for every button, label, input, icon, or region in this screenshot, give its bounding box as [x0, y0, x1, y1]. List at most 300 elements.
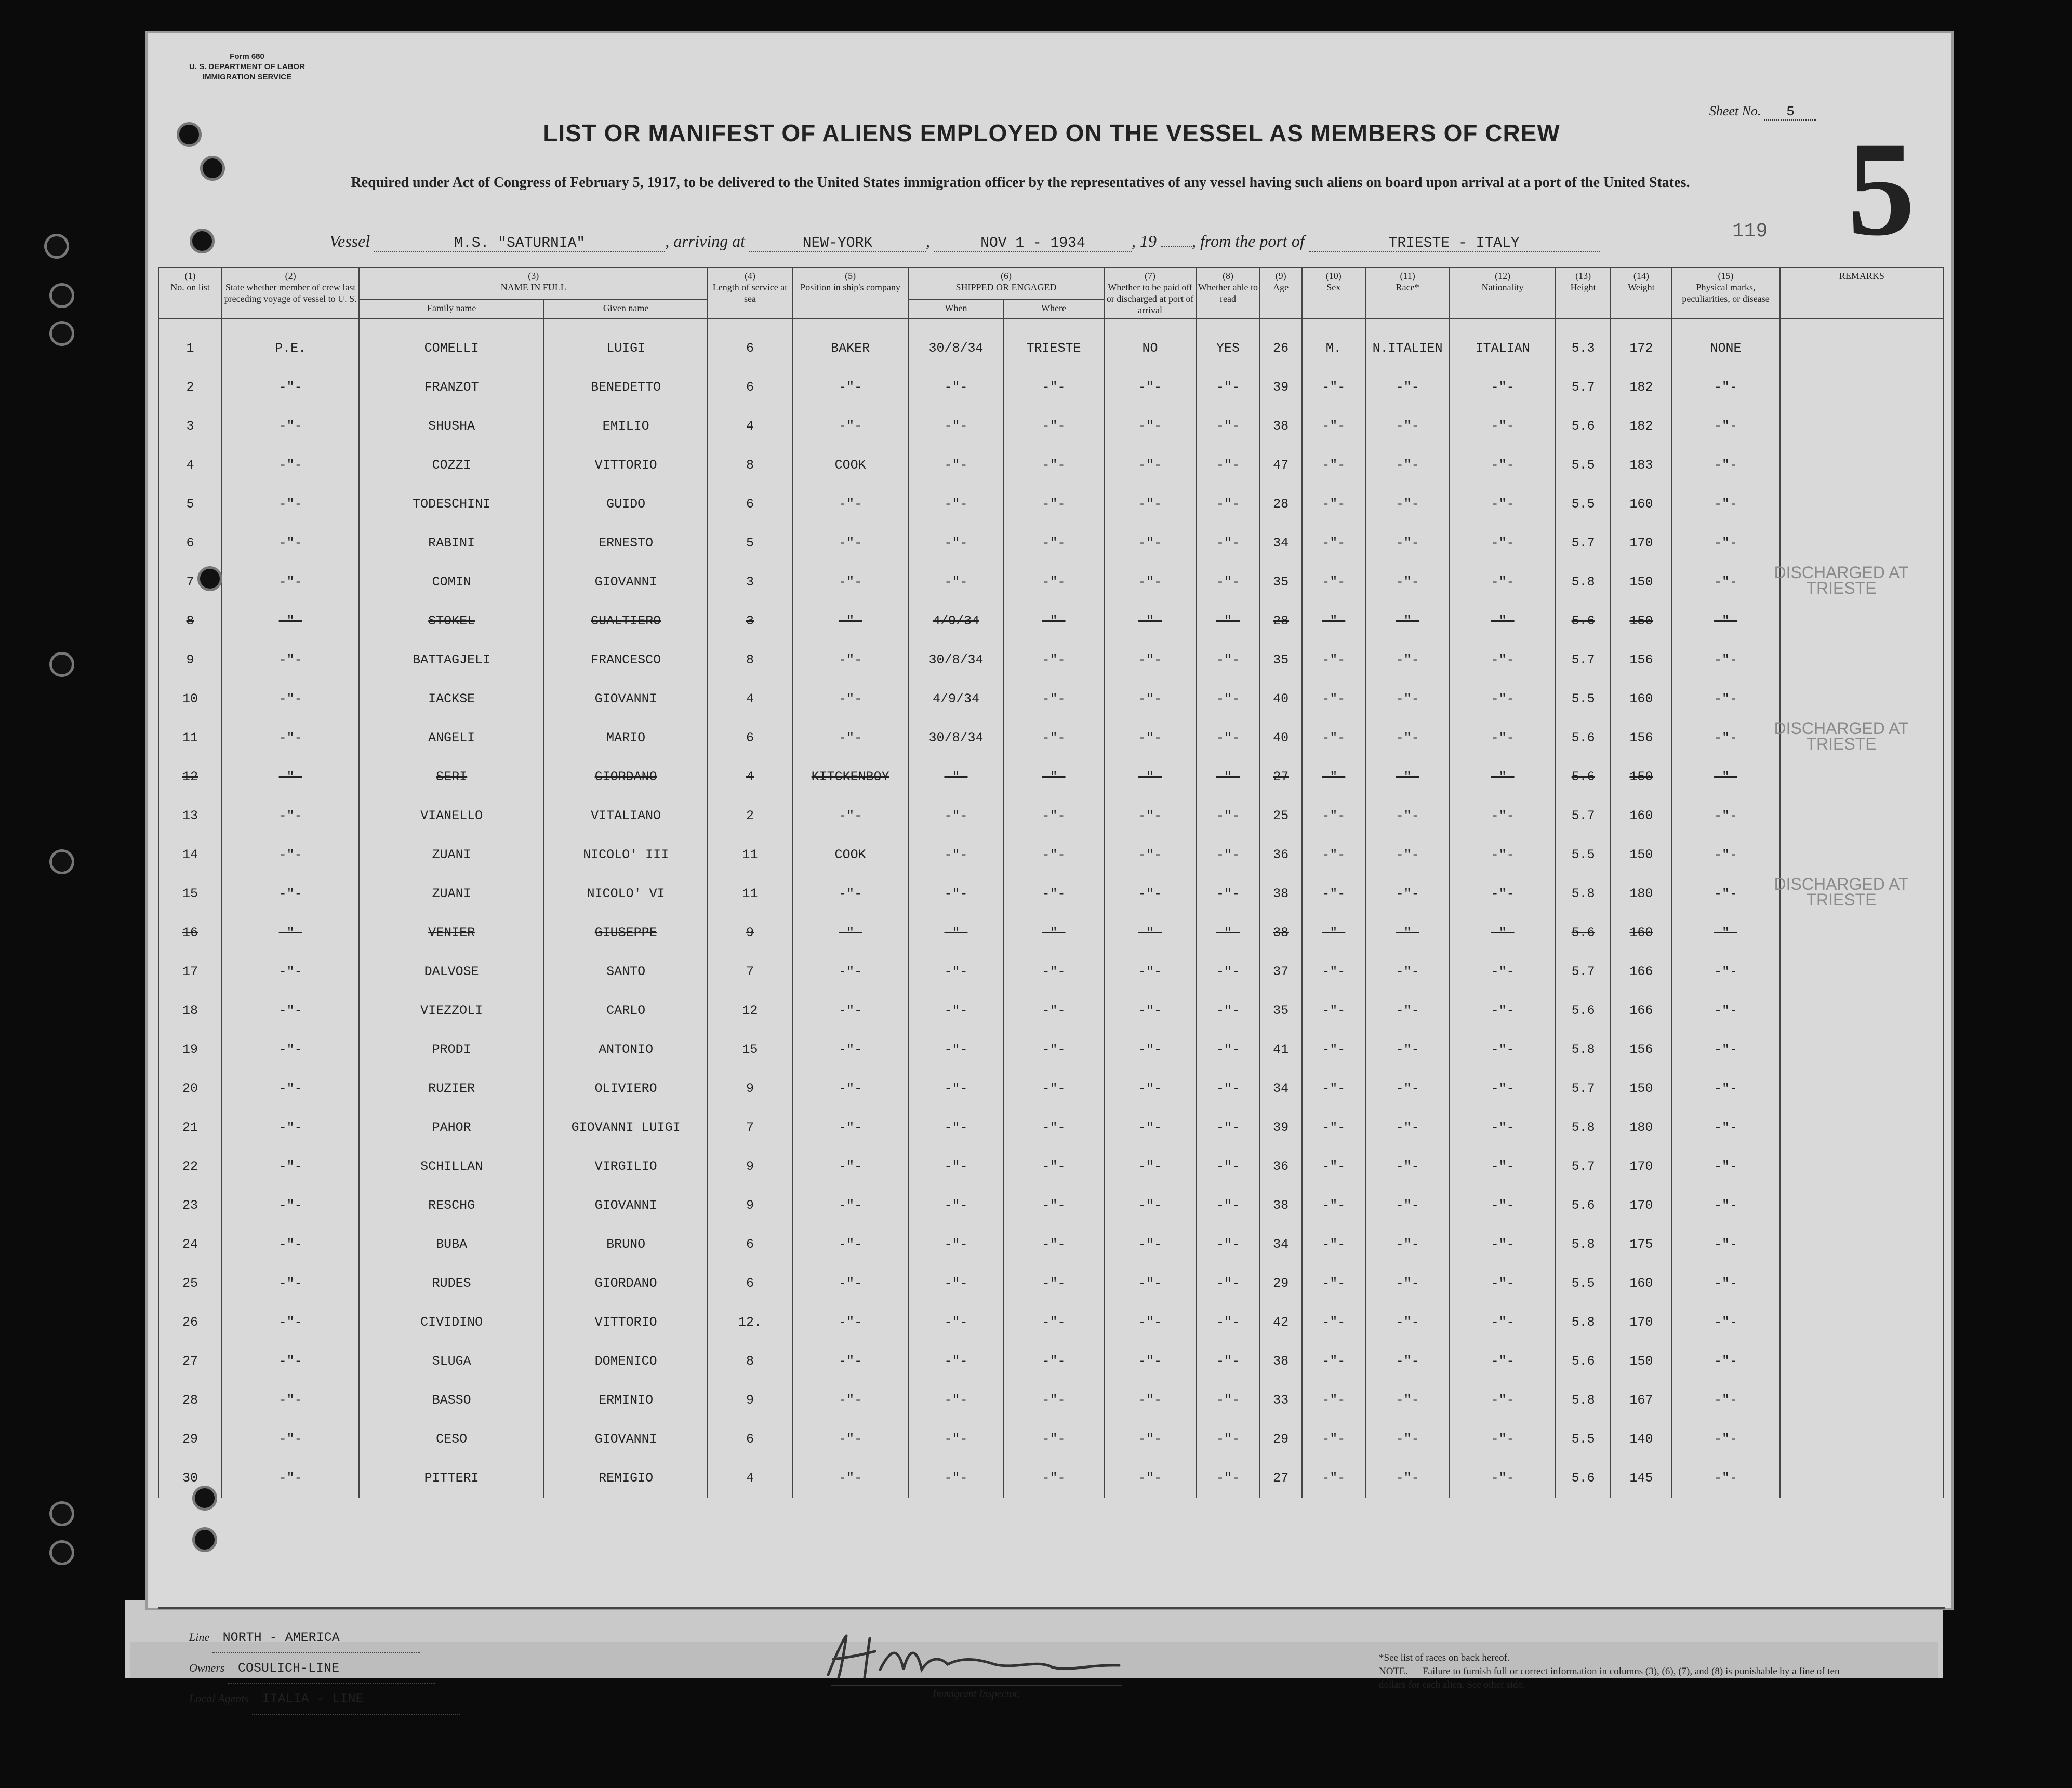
- physical-marks-cell: NONE: [1671, 318, 1779, 368]
- paid-off-cell: -"-: [1104, 1459, 1197, 1498]
- race-cell: -"-: [1365, 874, 1450, 913]
- nationality-cell: -"-: [1450, 796, 1555, 835]
- col-no: (1) No. on list: [158, 268, 222, 318]
- prev-voyage-cell: -"-: [222, 1342, 359, 1381]
- physical-marks-cell: -"-: [1671, 563, 1779, 602]
- shipped-when-cell: -"-: [908, 1186, 1003, 1225]
- able-to-read-cell: -"-: [1197, 1420, 1260, 1459]
- nationality-cell: -"-: [1450, 1381, 1555, 1420]
- height-cell: 5.7: [1556, 1147, 1611, 1186]
- paid-off-cell: -"-: [1104, 1186, 1197, 1225]
- height-cell: 5.6: [1556, 1186, 1611, 1225]
- punch-hole: [49, 849, 74, 874]
- nationality-cell: -"-: [1450, 485, 1555, 524]
- paid-off-cell: -"-: [1104, 563, 1197, 602]
- nationality-cell: -"-: [1450, 1303, 1555, 1342]
- physical-marks-cell: -"-: [1671, 1381, 1779, 1420]
- sex-cell: -"-: [1302, 446, 1365, 485]
- able-to-read-cell: -"-: [1197, 1030, 1260, 1069]
- weight-cell: 160: [1611, 796, 1671, 835]
- given-name-cell: CARLO: [544, 991, 708, 1030]
- shipped-when-cell: 4/9/34: [908, 602, 1003, 641]
- document-title: LIST OR MANIFEST OF ALIENS EMPLOYED ON THE VESSEL AS MEMBERS OF CREW: [543, 119, 1560, 146]
- shipped-where-cell: -"-: [1003, 1303, 1104, 1342]
- length-of-service-cell: 7: [708, 1108, 792, 1147]
- remarks-cell: [1780, 1420, 1944, 1459]
- remarks-cell: [1780, 1264, 1944, 1303]
- weight-cell: 160: [1611, 913, 1671, 952]
- sex-cell: -"-: [1302, 1459, 1365, 1498]
- height-cell: 5.7: [1556, 524, 1611, 563]
- sex-cell: -"-: [1302, 679, 1365, 718]
- sex-cell: -"-: [1302, 1225, 1365, 1264]
- weight-cell: 150: [1611, 563, 1671, 602]
- given-name-cell: GIUSEPPE: [544, 913, 708, 952]
- punch-hole: [49, 1501, 74, 1526]
- shipped-where-cell: -"-: [1003, 602, 1104, 641]
- family-name-cell: RESCHG: [359, 1186, 544, 1225]
- weight-cell: 166: [1611, 991, 1671, 1030]
- length-of-service-cell: 9: [708, 1381, 792, 1420]
- table-row: [158, 796, 1944, 835]
- shipped-where-cell: -"-: [1003, 679, 1104, 718]
- physical-marks-cell: -"-: [1671, 796, 1779, 835]
- age-cell: 35: [1259, 641, 1301, 679]
- sex-cell: -"-: [1302, 1303, 1365, 1342]
- paid-off-cell: -"-: [1104, 835, 1197, 874]
- sex-cell: -"-: [1302, 952, 1365, 991]
- race-cell: -"-: [1365, 368, 1450, 407]
- given-name-cell: GIORDANO: [544, 1264, 708, 1303]
- weight-cell: 150: [1611, 1069, 1671, 1108]
- length-of-service-cell: 12.: [708, 1303, 792, 1342]
- able-to-read-cell: -"-: [1197, 913, 1260, 952]
- position-cell: -"-: [792, 1030, 909, 1069]
- row-number-cell: 12: [158, 757, 222, 796]
- shipped-where-cell: -"-: [1003, 368, 1104, 407]
- inspector-signature: [807, 1628, 1145, 1685]
- length-of-service-cell: 6: [708, 485, 792, 524]
- given-name-cell: GIOVANNI: [544, 1420, 708, 1459]
- able-to-read-cell: -"-: [1197, 641, 1260, 679]
- position-cell: -"-: [792, 1342, 909, 1381]
- family-name-cell: COMIN: [359, 563, 544, 602]
- paid-off-cell: -"-: [1104, 874, 1197, 913]
- height-cell: 5.8: [1556, 874, 1611, 913]
- family-name-cell: ZUANI: [359, 874, 544, 913]
- discharged-stamp: DISCHARGED AT TRIESTE: [1774, 875, 1909, 909]
- physical-marks-cell: -"-: [1671, 1225, 1779, 1264]
- age-cell: 38: [1259, 1186, 1301, 1225]
- physical-marks-cell: -"-: [1671, 446, 1779, 485]
- signature-line: [831, 1685, 1122, 1686]
- race-footnote: *See list of races on back hereof.: [1379, 1652, 1510, 1663]
- physical-marks-cell: -"-: [1671, 874, 1779, 913]
- able-to-read-cell: -"-: [1197, 757, 1260, 796]
- given-name-cell: ERNESTO: [544, 524, 708, 563]
- row-number-cell: 14: [158, 835, 222, 874]
- position-cell: -"-: [792, 1069, 909, 1108]
- height-cell: 5.6: [1556, 602, 1611, 641]
- prev-voyage-cell: -"-: [222, 602, 359, 641]
- table-row: [158, 718, 1944, 757]
- family-name-cell: VIANELLO: [359, 796, 544, 835]
- height-cell: 5.7: [1556, 641, 1611, 679]
- length-of-service-cell: 6: [708, 1264, 792, 1303]
- sex-cell: -"-: [1302, 641, 1365, 679]
- able-to-read-cell: -"-: [1197, 1303, 1260, 1342]
- row-number-cell: 3: [158, 407, 222, 446]
- weight-cell: 166: [1611, 952, 1671, 991]
- sex-cell: -"-: [1302, 1342, 1365, 1381]
- row-number-cell: 23: [158, 1186, 222, 1225]
- shipped-where-cell: -"-: [1003, 796, 1104, 835]
- remarks-cell: [1780, 1342, 1944, 1381]
- table-row: [158, 368, 1944, 407]
- position-cell: -"-: [792, 1225, 909, 1264]
- sex-cell: -"-: [1302, 1186, 1365, 1225]
- shipped-where-cell: -"-: [1003, 718, 1104, 757]
- physical-marks-cell: -"-: [1671, 718, 1779, 757]
- sex-cell: -"-: [1302, 1147, 1365, 1186]
- length-of-service-cell: 6: [708, 1420, 792, 1459]
- discharged-stamp: DISCHARGED AT TRIESTE: [1774, 563, 1909, 597]
- age-cell: 28: [1259, 602, 1301, 641]
- line-label: Line: [189, 1631, 210, 1644]
- paid-off-cell: -"-: [1104, 991, 1197, 1030]
- able-to-read-cell: -"-: [1197, 952, 1260, 991]
- position-cell: -"-: [792, 407, 909, 446]
- prev-voyage-cell: -"-: [222, 952, 359, 991]
- weight-cell: 150: [1611, 602, 1671, 641]
- physical-marks-cell: -"-: [1671, 991, 1779, 1030]
- year-blank: [1161, 246, 1192, 247]
- race-cell: N.ITALIEN: [1365, 318, 1450, 368]
- shipped-where-cell: -"-: [1003, 835, 1104, 874]
- age-cell: 35: [1259, 991, 1301, 1030]
- race-cell: -"-: [1365, 1069, 1450, 1108]
- paid-off-cell: -"-: [1104, 602, 1197, 641]
- sex-cell: -"-: [1302, 835, 1365, 874]
- shipped-when-cell: -"-: [908, 1459, 1003, 1498]
- race-cell: -"-: [1365, 835, 1450, 874]
- height-cell: 5.5: [1556, 446, 1611, 485]
- height-cell: 5.8: [1556, 563, 1611, 602]
- shipped-when-cell: -"-: [908, 407, 1003, 446]
- sex-cell: -"-: [1302, 1381, 1365, 1420]
- position-cell: KITCKENBOY: [792, 757, 909, 796]
- agents-value: ITALIA - LINE: [252, 1685, 460, 1715]
- row-number-cell: 29: [158, 1420, 222, 1459]
- table-row: [158, 1381, 1944, 1420]
- age-cell: 34: [1259, 1069, 1301, 1108]
- shipped-where-cell: -"-: [1003, 485, 1104, 524]
- arrival-port: NEW-YORK: [749, 235, 926, 252]
- shipped-where-cell: -"-: [1003, 1264, 1104, 1303]
- race-cell: -"-: [1365, 1459, 1450, 1498]
- physical-marks-cell: -"-: [1671, 1030, 1779, 1069]
- position-cell: -"-: [792, 874, 909, 913]
- prev-voyage-cell: -"-: [222, 757, 359, 796]
- departure-port: TRIESTE - ITALY: [1309, 235, 1600, 252]
- nationality-cell: -"-: [1450, 1186, 1555, 1225]
- row-number-cell: 10: [158, 679, 222, 718]
- shipped-when-cell: -"-: [908, 835, 1003, 874]
- family-name-cell: BATTAGJELI: [359, 641, 544, 679]
- able-to-read-cell: -"-: [1197, 602, 1260, 641]
- row-number-cell: 13: [158, 796, 222, 835]
- remarks-cell: [1780, 641, 1944, 679]
- nationality-cell: -"-: [1450, 602, 1555, 641]
- footer-rule: [158, 1607, 1945, 1609]
- shipped-where-cell: -"-: [1003, 1108, 1104, 1147]
- col-prev-voyage: (2) State whether member of crew last preceding voyage of vessel to U. S.: [222, 268, 359, 318]
- inspector-signature-block: [807, 1628, 1145, 1700]
- physical-marks-cell: -"-: [1671, 524, 1779, 563]
- nationality-cell: -"-: [1450, 641, 1555, 679]
- col-family-name: Family name: [359, 300, 544, 318]
- given-name-cell: NICOLO' VI: [544, 874, 708, 913]
- family-name-cell: BASSO: [359, 1381, 544, 1420]
- height-cell: 5.5: [1556, 485, 1611, 524]
- shipped-when-cell: -"-: [908, 446, 1003, 485]
- sex-cell: -"-: [1302, 368, 1365, 407]
- remarks-cell: [1780, 1459, 1944, 1498]
- physical-marks-cell: -"-: [1671, 1303, 1779, 1342]
- family-name-cell: COMELLI: [359, 318, 544, 368]
- given-name-cell: VITTORIO: [544, 446, 708, 485]
- physical-marks-cell: -"-: [1671, 485, 1779, 524]
- age-cell: 33: [1259, 1381, 1301, 1420]
- race-cell: -"-: [1365, 563, 1450, 602]
- paid-off-cell: -"-: [1104, 718, 1197, 757]
- row-number-cell: 17: [158, 952, 222, 991]
- sex-cell: -"-: [1302, 407, 1365, 446]
- shipped-where-cell: -"-: [1003, 1342, 1104, 1381]
- prev-voyage-cell: -"-: [222, 1459, 359, 1498]
- remarks-cell: [1780, 1186, 1944, 1225]
- shipped-when-cell: -"-: [908, 1342, 1003, 1381]
- shipped-when-cell: -"-: [908, 563, 1003, 602]
- col-sex: (10) Sex: [1302, 268, 1365, 318]
- age-cell: 41: [1259, 1030, 1301, 1069]
- length-of-service-cell: 6: [708, 1225, 792, 1264]
- weight-cell: 160: [1611, 679, 1671, 718]
- position-cell: -"-: [792, 1303, 909, 1342]
- owners-label: Owners: [189, 1661, 225, 1674]
- race-cell: -"-: [1365, 446, 1450, 485]
- shipped-where-cell: -"-: [1003, 952, 1104, 991]
- sheet-label: Sheet No.: [1709, 103, 1761, 118]
- height-cell: 5.6: [1556, 913, 1611, 952]
- nationality-cell: ITALIAN: [1450, 318, 1555, 368]
- position-cell: -"-: [792, 952, 909, 991]
- shipped-where-cell: -"-: [1003, 446, 1104, 485]
- able-to-read-cell: -"-: [1197, 1381, 1260, 1420]
- table-row: [158, 1108, 1944, 1147]
- race-cell: -"-: [1365, 796, 1450, 835]
- weight-cell: 156: [1611, 641, 1671, 679]
- weight-cell: 170: [1611, 1147, 1671, 1186]
- given-name-cell: EMILIO: [544, 407, 708, 446]
- weight-cell: 170: [1611, 1186, 1671, 1225]
- age-cell: 29: [1259, 1420, 1301, 1459]
- weight-cell: 182: [1611, 407, 1671, 446]
- physical-marks-cell: -"-: [1671, 1420, 1779, 1459]
- given-name-cell: VITTORIO: [544, 1303, 708, 1342]
- table-row: [158, 641, 1944, 679]
- prev-voyage-cell: -"-: [222, 874, 359, 913]
- sex-cell: -"-: [1302, 485, 1365, 524]
- remarks-cell: [1780, 318, 1944, 368]
- row-number-cell: 19: [158, 1030, 222, 1069]
- race-cell: -"-: [1365, 757, 1450, 796]
- position-cell: -"-: [792, 1264, 909, 1303]
- race-cell: -"-: [1365, 1030, 1450, 1069]
- age-cell: 29: [1259, 1264, 1301, 1303]
- shipped-when-cell: -"-: [908, 757, 1003, 796]
- given-name-cell: FRANCESCO: [544, 641, 708, 679]
- nationality-cell: -"-: [1450, 835, 1555, 874]
- nationality-cell: -"-: [1450, 563, 1555, 602]
- col-weight: (14) Weight: [1611, 268, 1671, 318]
- row-number-cell: 24: [158, 1225, 222, 1264]
- able-to-read-cell: -"-: [1197, 796, 1260, 835]
- col-height: (13) Height: [1556, 268, 1611, 318]
- prev-voyage-cell: -"-: [222, 641, 359, 679]
- family-name-cell: CIVIDINO: [359, 1303, 544, 1342]
- sex-cell: -"-: [1302, 718, 1365, 757]
- remarks-cell: [1780, 1030, 1944, 1069]
- paid-off-cell: -"-: [1104, 796, 1197, 835]
- remarks-cell: [1780, 757, 1944, 796]
- length-of-service-cell: 2: [708, 796, 792, 835]
- col-service: (4) Length of service at sea: [708, 268, 792, 318]
- row-number-cell: 9: [158, 641, 222, 679]
- shipped-where-cell: -"-: [1003, 1381, 1104, 1420]
- age-cell: 35: [1259, 563, 1301, 602]
- height-cell: 5.7: [1556, 796, 1611, 835]
- form-number: Form 680: [230, 52, 264, 61]
- table-row: [158, 991, 1944, 1030]
- length-of-service-cell: 4: [708, 407, 792, 446]
- physical-marks-cell: -"-: [1671, 1186, 1779, 1225]
- row-number-cell: 27: [158, 1342, 222, 1381]
- prev-voyage-cell: -"-: [222, 796, 359, 835]
- position-cell: -"-: [792, 1381, 909, 1420]
- remarks-cell: [1780, 368, 1944, 407]
- col-race: (11) Race*: [1365, 268, 1450, 318]
- given-name-cell: REMIGIO: [544, 1459, 708, 1498]
- position-cell: -"-: [792, 679, 909, 718]
- col-age: (9) Age: [1259, 268, 1301, 318]
- family-name-cell: VENIER: [359, 913, 544, 952]
- sex-cell: -"-: [1302, 874, 1365, 913]
- weight-cell: 160: [1611, 485, 1671, 524]
- shipped-where-cell: -"-: [1003, 641, 1104, 679]
- sex-cell: -"-: [1302, 1030, 1365, 1069]
- manifest-sheet: [145, 31, 1954, 1706]
- col-where: Where: [1003, 300, 1104, 318]
- sex-cell: -"-: [1302, 524, 1365, 563]
- nationality-cell: -"-: [1450, 679, 1555, 718]
- sex-cell: -"-: [1302, 913, 1365, 952]
- age-cell: 39: [1259, 1108, 1301, 1147]
- prev-voyage-cell: P.E.: [222, 318, 359, 368]
- prev-voyage-cell: -"-: [222, 1381, 359, 1420]
- family-name-cell: SERI: [359, 757, 544, 796]
- table-row: [158, 952, 1944, 991]
- footer-details: [189, 1623, 460, 1715]
- remarks-cell: [1780, 1225, 1944, 1264]
- remarks-cell: [1780, 952, 1944, 991]
- remarks-cell: [1780, 835, 1944, 874]
- table-row: [158, 563, 1944, 602]
- table-row: [158, 524, 1944, 563]
- length-of-service-cell: 12: [708, 991, 792, 1030]
- row-number-cell: 26: [158, 1303, 222, 1342]
- row-number-cell: 1: [158, 318, 222, 368]
- remarks-cell: [1780, 913, 1944, 952]
- weight-cell: 182: [1611, 368, 1671, 407]
- punch-hole: [192, 1527, 217, 1552]
- nationality-cell: -"-: [1450, 718, 1555, 757]
- length-of-service-cell: 6: [708, 368, 792, 407]
- row-number-cell: 8: [158, 602, 222, 641]
- position-cell: -"-: [792, 641, 909, 679]
- remarks-cell: [1780, 1303, 1944, 1342]
- family-name-cell: COZZI: [359, 446, 544, 485]
- prev-voyage-cell: -"-: [222, 1030, 359, 1069]
- punch-hole: [197, 566, 222, 591]
- height-cell: 5.6: [1556, 1459, 1611, 1498]
- line-value: NORTH - AMERICA: [212, 1623, 420, 1653]
- shipped-where-cell: -"-: [1003, 991, 1104, 1030]
- prev-voyage-cell: -"-: [222, 991, 359, 1030]
- header-row-1: [158, 268, 1944, 300]
- length-of-service-cell: 6: [708, 318, 792, 368]
- table-row: [158, 1264, 1944, 1303]
- race-cell: -"-: [1365, 1342, 1450, 1381]
- length-of-service-cell: 11: [708, 835, 792, 874]
- length-of-service-cell: 9: [708, 1186, 792, 1225]
- shipped-when-cell: -"-: [908, 1108, 1003, 1147]
- nationality-cell: -"-: [1450, 1030, 1555, 1069]
- weight-cell: 150: [1611, 835, 1671, 874]
- race-cell: -"-: [1365, 1264, 1450, 1303]
- shipped-when-cell: -"-: [908, 913, 1003, 952]
- shipped-when-cell: 30/8/34: [908, 641, 1003, 679]
- nationality-cell: -"-: [1450, 1147, 1555, 1186]
- punch-hole: [200, 156, 225, 181]
- nationality-cell: -"-: [1450, 407, 1555, 446]
- punch-hole: [49, 652, 74, 677]
- nationality-cell: -"-: [1450, 913, 1555, 952]
- able-to-read-cell: -"-: [1197, 446, 1260, 485]
- remarks-cell: [1780, 446, 1944, 485]
- row-number-cell: 28: [158, 1381, 222, 1420]
- age-cell: 40: [1259, 679, 1301, 718]
- remarks-cell: [1780, 524, 1944, 563]
- family-name-cell: RABINI: [359, 524, 544, 563]
- height-cell: 5.5: [1556, 835, 1611, 874]
- table-row: [158, 602, 1944, 641]
- col-marks: (15) Physical marks, peculiarities, or disease: [1671, 268, 1779, 318]
- nationality-cell: -"-: [1450, 1459, 1555, 1498]
- table-row: [158, 1030, 1944, 1069]
- prev-voyage-cell: -"-: [222, 835, 359, 874]
- col-shipped: (6) SHIPPED OR ENGAGED: [908, 268, 1104, 300]
